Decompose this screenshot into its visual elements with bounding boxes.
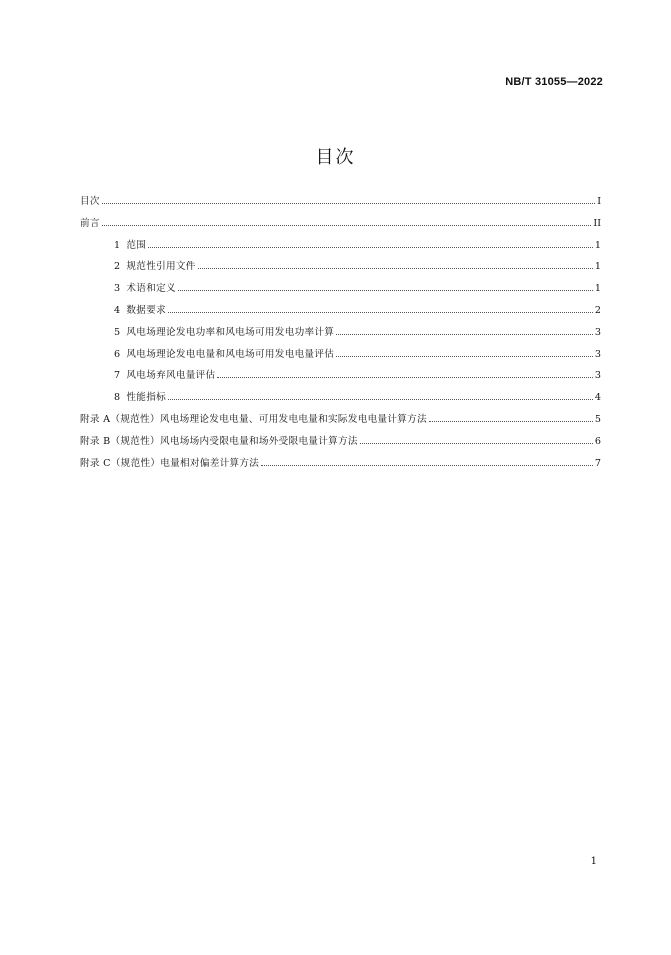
toc-entry-number: 8 xyxy=(114,392,121,404)
toc-entry-label xyxy=(80,195,100,209)
toc-entry[interactable] xyxy=(80,413,601,435)
toc-entry-number: 1 xyxy=(114,239,121,251)
toc-entry-page: 4 xyxy=(594,392,601,404)
toc-dot-leader xyxy=(336,334,593,335)
toc-entry-number: 7 xyxy=(114,370,121,382)
toc-entry-text: 附录 A（规范性）风电场理论发电电量、可用发电电量和实际发电电量计算方法 xyxy=(80,413,427,425)
toc-dot-leader xyxy=(360,443,593,444)
page-number: 1 xyxy=(590,856,597,867)
toc-entry-label xyxy=(114,369,215,383)
toc-dot-leader xyxy=(429,421,593,422)
toc-entry-page: 1 xyxy=(594,239,601,251)
toc-entry-label xyxy=(80,435,358,449)
toc-entry-number: 2 xyxy=(114,261,121,273)
toc-entry-page: 6 xyxy=(594,435,601,447)
toc-dot-leader xyxy=(217,377,592,378)
toc-entry[interactable] xyxy=(80,217,601,239)
toc-dot-leader xyxy=(168,312,593,313)
toc-dot-leader xyxy=(168,399,593,400)
toc-entry-page: II xyxy=(593,217,601,229)
toc-entry[interactable] xyxy=(80,282,601,304)
toc-entry-number: 3 xyxy=(114,283,121,295)
standard-code: NB/T 31055—2022 xyxy=(505,76,603,88)
toc-entry-label xyxy=(80,457,259,471)
toc-dot-leader xyxy=(261,465,593,466)
toc-entry-text: 前言 xyxy=(80,217,100,229)
toc-entry-text: 附录 B（规范性）风电场场内受限电量和场外受限电量计算方法 xyxy=(80,435,358,447)
toc-dot-leader xyxy=(178,290,593,291)
toc-entry-label xyxy=(80,413,427,427)
toc-entry[interactable] xyxy=(80,195,601,217)
toc-entry-label xyxy=(114,282,176,296)
toc-dot-leader xyxy=(102,225,592,226)
toc-dot-leader xyxy=(198,268,593,269)
toc-entry-page: 1 xyxy=(594,283,601,295)
toc-entry[interactable] xyxy=(80,304,601,326)
toc-entry[interactable] xyxy=(80,348,601,370)
toc-entry-text: 附录 C（规范性）电量相对偏差计算方法 xyxy=(80,457,260,469)
toc-entry-text: 术语和定义 xyxy=(126,283,176,295)
toc-entry-number: 6 xyxy=(114,348,121,360)
toc-entry[interactable] xyxy=(80,326,601,348)
toc-entry[interactable] xyxy=(80,369,601,391)
toc-entry-number: 4 xyxy=(114,304,121,316)
toc-entry-label xyxy=(114,304,166,318)
toc-entry-page: I xyxy=(597,196,601,207)
page-title: 目次 xyxy=(315,147,356,168)
toc-entry-text: 范围 xyxy=(126,239,147,251)
toc-entry-label xyxy=(114,348,334,362)
toc-entry-page: 5 xyxy=(594,413,601,425)
toc-entry[interactable] xyxy=(80,457,601,479)
toc-entry[interactable] xyxy=(80,260,601,282)
toc-entry-text: 性能指标 xyxy=(126,392,166,404)
toc-entry-label xyxy=(114,260,196,274)
toc-entry-page: 7 xyxy=(594,457,601,469)
toc-dot-leader xyxy=(148,247,593,248)
toc-entry-label xyxy=(114,326,334,340)
toc-entry[interactable] xyxy=(80,391,601,413)
toc-entry-label xyxy=(114,239,146,253)
toc-entry-page: 2 xyxy=(594,304,601,316)
toc-entry-page: 3 xyxy=(594,326,601,338)
toc-entry-label xyxy=(80,217,100,231)
toc-dot-leader xyxy=(336,356,593,357)
toc-entry[interactable] xyxy=(80,435,601,457)
toc-entry[interactable] xyxy=(80,239,601,261)
toc-dot-leader xyxy=(102,203,595,204)
table-of-contents xyxy=(80,195,601,478)
toc-entry-number: 5 xyxy=(114,326,121,338)
toc-entry-page: 1 xyxy=(594,261,601,273)
toc-entry-text: 风电场弃风电量评估 xyxy=(126,370,216,382)
toc-entry-text: 目次 xyxy=(80,196,100,207)
toc-entry-label xyxy=(114,391,166,405)
toc-entry-text: 风电场理论发电功率和风电场可用发电功率计算 xyxy=(126,326,335,338)
toc-entry-page: 3 xyxy=(594,348,601,360)
toc-entry-text: 风电场理论发电电量和风电场可用发电电量评估 xyxy=(126,348,335,360)
toc-entry-text: 规范性引用文件 xyxy=(126,261,196,273)
toc-entry-text: 数据要求 xyxy=(126,304,166,316)
toc-entry-page: 3 xyxy=(594,370,601,382)
